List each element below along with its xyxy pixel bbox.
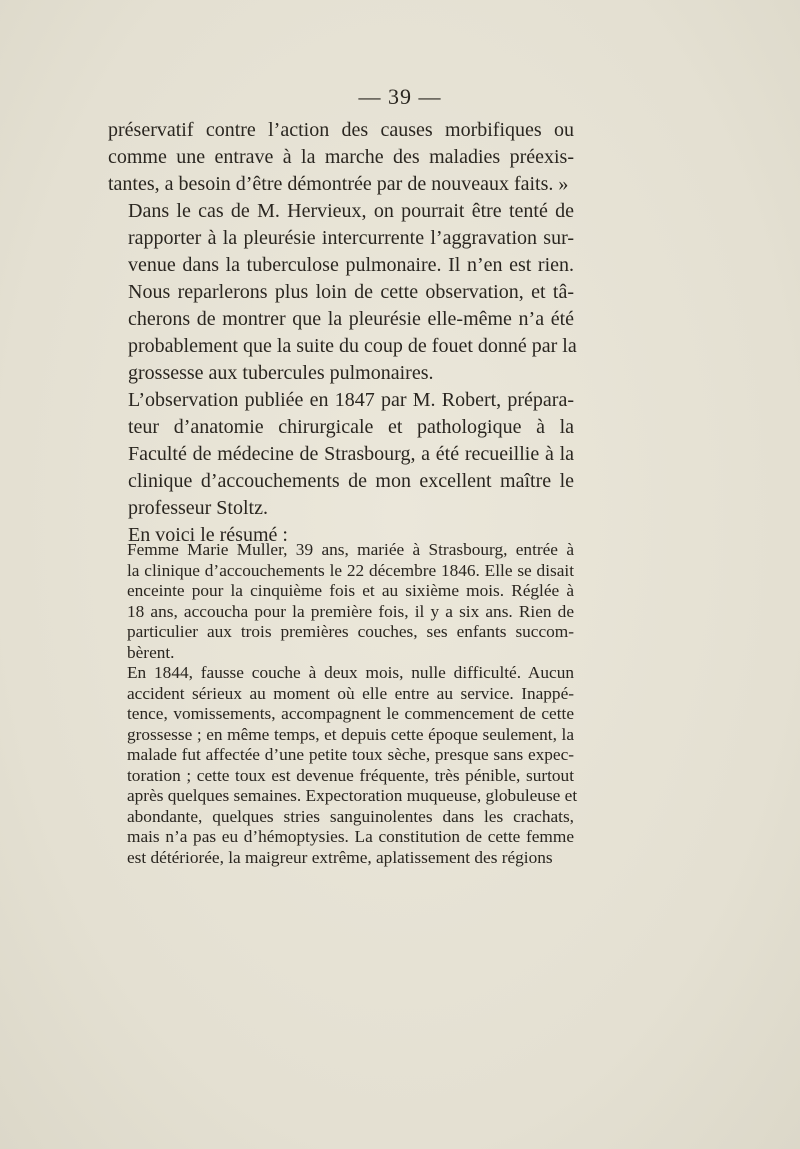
text-line: L’observation publiée en 1847 par M. Robert, prépara- <box>128 389 574 411</box>
text-line: clinique d’accouchements de mon excellent maître le <box>128 470 574 492</box>
text-line: tence, vomissements, accompagnent le commencement de cette <box>127 704 574 723</box>
text-line: mais n’a pas eu d’hémoptysies. La constitution de cette femme <box>127 827 574 846</box>
text-line: Nous reparlerons plus loin de cette observation, et tâ- <box>128 281 574 303</box>
text-line: la clinique d’accouchements le 22 décembre 1846. Elle se disait <box>127 560 574 580</box>
main-text-block <box>108 117 577 549</box>
text-line: professeur Stoltz. <box>128 497 268 519</box>
text-line: enceinte pour la cinquième fois et au sixième mois. Réglée à <box>127 581 574 600</box>
text-line: tantes, a besoin d’être démontrée par de nouveaux faits. » <box>108 173 569 195</box>
paragraph <box>108 198 577 387</box>
paragraph <box>108 387 574 522</box>
text-line: abondante, quelques stries sanguinolentes dans les crachats, <box>127 806 574 826</box>
text-line: teur d’anatomie chirurgicale et pathologique à la <box>128 416 574 438</box>
text-line: venue dans la tuberculose pulmonaire. Il n’en est rien. <box>128 254 574 276</box>
text-line: Femme Marie Muller, 39 ans, mariée à Strasbourg, entrée à <box>127 540 574 559</box>
case-summary-block <box>108 540 578 868</box>
text-line: grossesse ; en même temps, et depuis cette époque seulement, la <box>127 724 574 744</box>
text-line: En 1844, fausse couche à deux mois, nulle difficulté. Aucun <box>127 663 574 682</box>
text-line: cherons de montrer que la pleurésie elle-même n’a été <box>128 308 574 330</box>
text-line: particulier aux trois premières couches, ses enfants succom- <box>127 622 574 641</box>
text-line: accident sérieux au moment où elle entre au service. Inappé- <box>127 683 574 703</box>
text-line: grossesse aux tubercules pulmonaires. <box>128 362 434 384</box>
text-line: rapporter à la pleurésie intercurrente l’aggravation sur- <box>128 227 574 249</box>
text-line: probablement que la suite du coup de fouet donné par la <box>128 335 577 357</box>
text-line: comme une entrave à la marche des maladies préexis- <box>108 146 574 168</box>
paragraph <box>108 540 574 663</box>
text-line: est détériorée, la maigreur extrême, aplatissement des régions <box>127 847 553 867</box>
text-line: En voici le résumé : <box>128 524 288 546</box>
text-line: Faculté de médecine de Strasbourg, a été recueillie à la <box>128 443 574 465</box>
text-line: toration ; cette toux est devenue fréquente, très pénible, surtout <box>127 765 574 785</box>
text-line: préservatif contre l’action des causes morbifiques ou <box>108 119 574 141</box>
text-line: après quelques semaines. Expectoration muqueuse, globuleuse et <box>127 786 578 805</box>
paragraph <box>108 663 578 868</box>
text-line: 18 ans, accoucha pour la première fois, il y a six ans. Rien de <box>127 601 574 621</box>
text-line: bèrent. <box>127 642 175 662</box>
paragraph <box>108 117 574 198</box>
text-line: Dans le cas de M. Hervieux, on pourrait être tenté de <box>128 200 574 222</box>
text-line: malade fut affectée d’une petite toux sèche, presque sans expec- <box>127 745 574 764</box>
page-number: — 39 — <box>358 84 442 109</box>
